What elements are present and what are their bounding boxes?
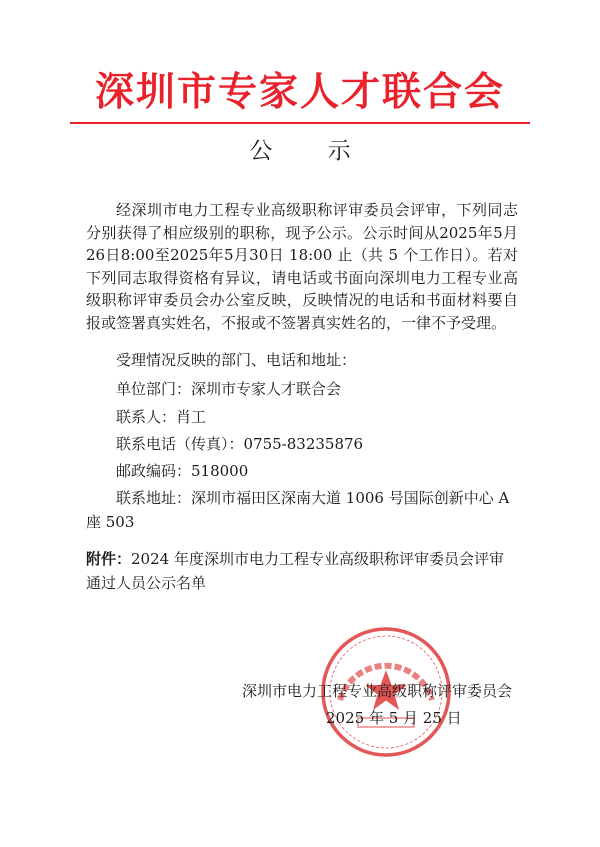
contact-person: 联系人：肖工: [116, 408, 207, 426]
body-paragraph: 经深圳市电力工程专业高级职称评审委员会评审，下列同志分别获得了相应级别的职称，现予公示。公示时间从2025年5月26日8:00至2025年5月30日 18:00 止（共 5 个工作日）。若对下列同志取得资格有异议，请电话或书面向深圳电力工程专业高级职称评审委员会办公室反映，反映情况的电话和书面材料要自报或签署真实姓名，不报或不签署真实姓名的，一律不予受理。: [86, 201, 518, 332]
org-letterhead-title: 深圳市专家人才联合会: [94, 70, 505, 115]
contact-address: 联系地址：深圳市福田区深南大道 1006 号国际创新中心 A 座 503: [86, 489, 510, 531]
letterhead-divider: [70, 122, 530, 124]
contact-intro: 受理情况反映的部门、电话和地址：: [116, 351, 357, 369]
attachment-label: 附件：: [86, 550, 132, 568]
contact-phone: 联系电话（传真）：0755-83235876: [116, 435, 364, 453]
contact-department: 单位部门：深圳市专家人才联合会: [116, 380, 342, 398]
attachment-text: 2024 年度深圳市电力工程专业高级职称评审委员会评审通过人员公示名单: [86, 550, 504, 592]
contact-postcode: 邮政编码：518000: [116, 462, 249, 480]
signature-organization: 深圳市电力工程专业高级职称评审委员会: [242, 682, 513, 700]
attachment-note: [86, 547, 518, 595]
signature-date: 2025 年 5 月 25 日: [326, 709, 462, 727]
notice-title: 公 示: [249, 138, 375, 164]
